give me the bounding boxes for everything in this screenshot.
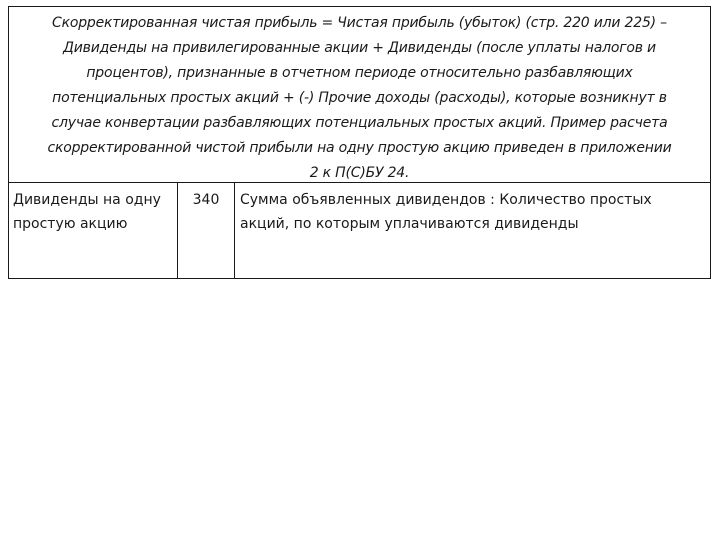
indicator-formula-cell [235, 183, 710, 278]
indicator-code-cell [178, 183, 235, 278]
formula-line: случае конвертации разбавляющих потенциальных простых акций. Пример расчета [51, 115, 668, 131]
formula-line: скорректированной чистой прибыли на одну простую акцию приведен в приложении [47, 140, 672, 156]
indicator-table [8, 6, 711, 279]
formula-line: 2 к П(С)БУ 24. [309, 165, 410, 181]
indicator-name-line: Дивиденды на одну [13, 192, 161, 208]
formula-line: потенциальных простых акций + (-) Прочие доходы (расходы), которые возникнут в [52, 90, 667, 106]
adjusted-net-profit-formula-cell [9, 7, 710, 183]
indicator-code: 340 [192, 192, 220, 208]
indicator-formula-line: акций, по которым уплачиваются дивиденды [240, 216, 579, 232]
formula-line: процентов), признанные в отчетном периоде относительно разбавляющих [86, 65, 633, 81]
formula-line: Дивиденды на привилегированные акции + Дивиденды (после уплаты налогов и [63, 40, 656, 56]
indicator-formula-line: Сумма объявленных дивидендов : Количество простых [240, 192, 652, 208]
indicator-name-line: простую акцию [13, 216, 128, 232]
indicator-name-cell [9, 183, 178, 278]
table-row [9, 183, 710, 278]
formula-line: Скорректированная чистая прибыль = Чистая прибыль (убыток) (стр. 220 или 225) – [52, 15, 667, 31]
